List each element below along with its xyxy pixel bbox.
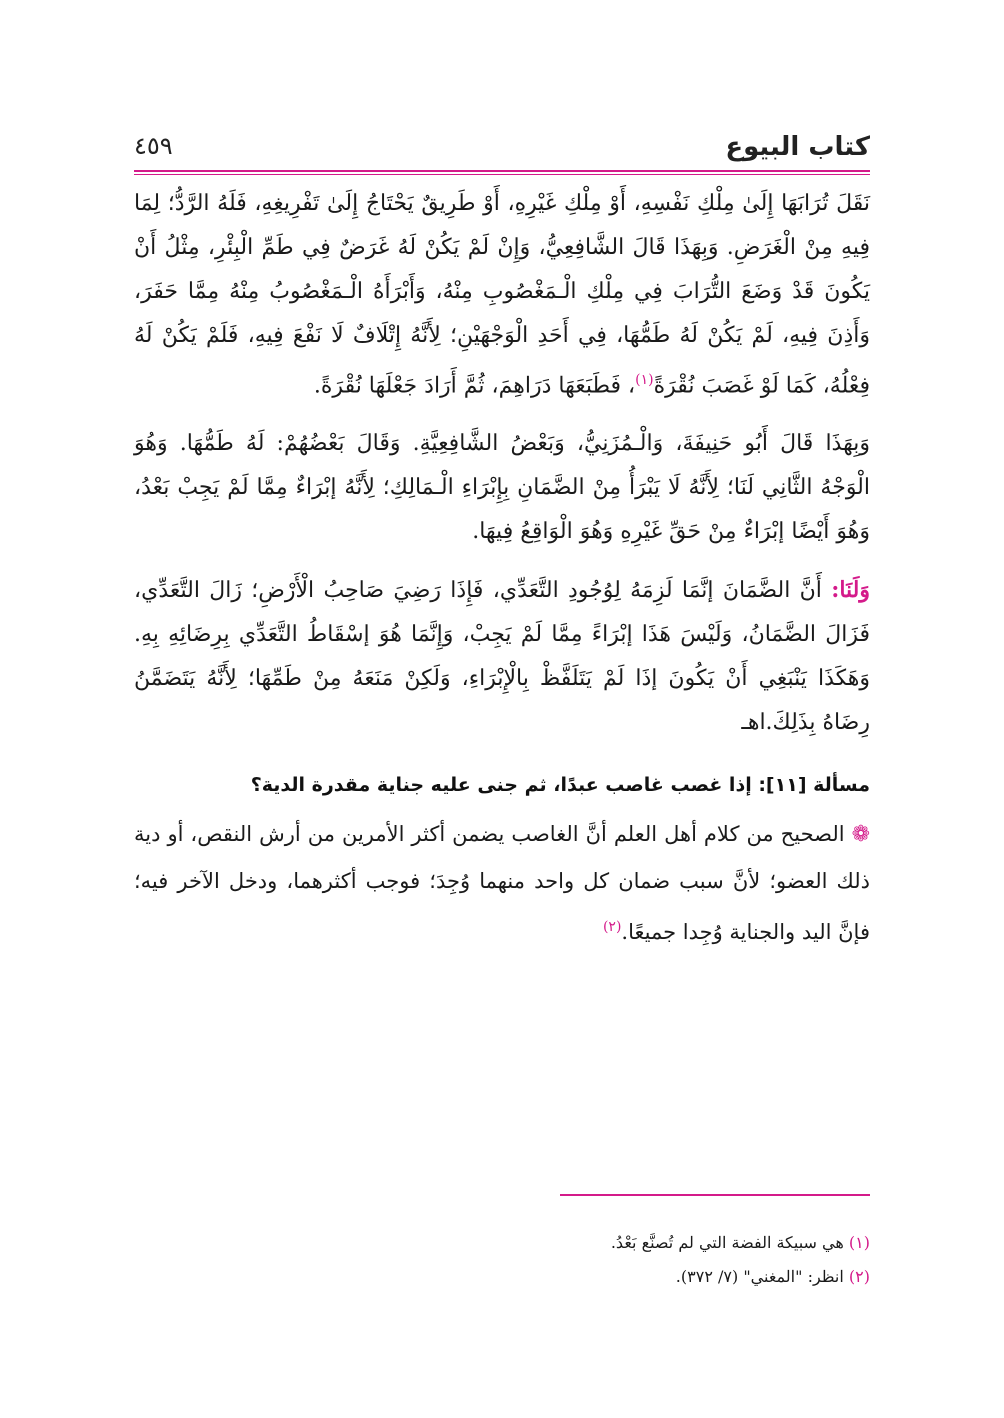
answer-paragraph: [134, 811, 870, 955]
paragraph-3-keyword: وَلَنَا:: [831, 577, 870, 604]
footnote-ref-2[interactable]: (٢): [602, 919, 622, 936]
paragraph-1-text: نَقَلَ تُرَابَهَا إِلَىٰ مِلْكِ نَفْسِهِ، أَوْ مِلْكِ غَيْرِهِ، أَوْ طَرِيقٌ يَحْتَاجُ إِلَىٰ تَفْرِيغِهِ، فَلَهُ الرَّدُّ؛ لِمَا فِيهِ مِنْ الْغَرَضِ. وَبِهَذَا قَالَ الشَّافِعِيُّ، وَإِنْ لَمْ يَكُنْ لَهُ غَرَضٌ فِي طَمِّ الْبِئْرِ، مِثْلُ أَنْ يَكُونَ قَدْ وَضَعَ التُّرَابَ فِي مِلْكِ الْـمَغْصُوبِ مِنْهُ، وَأَبْرَأَهُ الْـمَغْصُوبُ مِنْهُ مِمَّا حَفَرَ، وَأَذِنَ فِيهِ، لَمْ يَكُنْ لَهُ طَمُّهَا، فِي أَحَدِ الْوَجْهَيْنِ؛ لِأَنَّهُ إِتْلَافٌ لَا نَفْعَ فِيهِ، فَلَمْ يَكُنْ لَهُ فِعْلُهُ، كَمَا لَوْ غَصَبَ نُقْرَةً: [134, 191, 870, 399]
footnote-1-text: هي سبيكة الفضة التي لم تُصنَّع بَعْدُ.: [610, 1233, 849, 1252]
question-heading: مسألة [١١]: إذا غصب غاصب عبدًا، ثم جنى عليه جناية مقدرة الدية؟: [250, 774, 870, 797]
page-header: [134, 128, 870, 172]
footnote-rule: [560, 1194, 870, 1196]
paragraph-2: وَبِهَذَا قَالَ أَبُو حَنِيفَةَ، وَالْـمُزَنِيُّ، وَبَعْضُ الشَّافِعِيَّةِ. وَقَالَ بَعْضُهُمْ: لَهُ طَمُّهَا. وَهُوَ الْوَجْهُ الثَّانِي لَنَا؛ لِأَنَّهُ لَا يَبْرَأُ مِنْ الضَّمَانِ بِإِبْرَاءِ الْـمَالِكِ؛ لِأَنَّهُ إبْرَاءٌ مِمَّا لَمْ يَجِبْ بَعْدُ، وَهُوَ أَيْضًا إبْرَاءٌ مِنْ حَقِّ غَيْرِهِ وَهُوَ الْوَاقِعُ فِيهَا.: [134, 431, 870, 545]
main-text: [134, 182, 870, 955]
header-rule: [134, 170, 870, 175]
paragraph-1-tail: ، فَطَبَعَهَا دَرَاهِمَ، ثُمَّ أَرَادَ جَعْلَهَا نُقْرَةً.: [313, 373, 636, 399]
footnote-1: [134, 1226, 870, 1260]
footnote-2: [134, 1260, 870, 1294]
footnote-2-text: انظر: "المغني" (٧/ ٣٧٢).: [675, 1267, 849, 1286]
paragraph-3-text: أَنَّ الضَّمَانَ إنَّمَا لَزِمَهُ لِوُجُودِ التَّعَدِّي، فَإِذَا رَضِيَ صَاحِبُ الْأَرْضِ؛ زَالَ التَّعَدِّي، فَزَالَ الضَّمَانُ، وَلَيْسَ هَذَا إبْرَاءً مِمَّا لَمْ يَجِبْ، وَإِنَّمَا هُوَ إسْقَاطُ التَّعَدِّي بِرِضَائِهِ بِهِ. وَهَكَذَا يَنْبَغِي أَنْ يَكُونَ إذَا لَمْ يَتَلَفَّظْ بِالْإِبْرَاءِ، وَلَكِنْ مَنَعَهُ مِنْ طَمِّهَا؛ لِأَنَّهُ يَتَضَمَّنُ رِضَاهُ بِذَلِكَ.اهـ: [134, 578, 870, 736]
footnotes: [134, 1226, 870, 1294]
paragraph-1: [134, 182, 870, 408]
page-number: ٤٥٩: [134, 132, 173, 160]
paragraph-3: [134, 568, 870, 745]
footnote-ref-1[interactable]: (١): [635, 372, 654, 388]
footnote-1-number: (١): [848, 1233, 870, 1252]
flower-icon: ❁: [851, 822, 870, 848]
running-title: كتاب البيوع: [725, 132, 870, 162]
footnote-2-number: (٢): [848, 1267, 870, 1286]
answer-text: الصحيح من كلام أهل العلم أنَّ الغاصب يضمن أكثر الأمرين من أرش النقص، أو دية ذلك العضو؛ لأنَّ سبب ضمان كل واحد منهما وُجِدَ؛ فوجب أكثرهما، ودخل الآخر فيه؛ فإنَّ اليد والجناية وُجِدا جميعًا.: [134, 822, 870, 945]
